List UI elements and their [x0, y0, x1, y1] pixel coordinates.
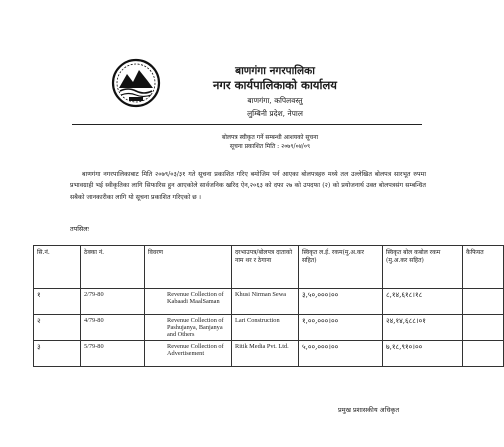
- notice-title: बोलपत्र स्वीकृत गर्ने सम्बन्धी आशयको सूचना: [221, 134, 319, 141]
- cell-bid-amount: ८,१४,६१८।१८: [383, 289, 463, 315]
- table-row: [34, 341, 504, 367]
- cell-contract-no: 2/79-80: [81, 289, 145, 315]
- municipality-emblem-logo: [111, 58, 161, 108]
- cell-estimate: ३,५०,०००।००: [299, 289, 383, 315]
- cell-contract-no: 4/79-80: [81, 315, 145, 341]
- table-row: [34, 289, 504, 315]
- cell-remarks: [463, 289, 504, 315]
- province-name: लुम्बिनी प्रदेश, नेपाल: [247, 109, 303, 118]
- annex-label: तपसिलः: [70, 225, 89, 233]
- cell-bid-amount: ७,१८,९१०।००: [383, 341, 463, 367]
- header-contract-no: ठेक्का नं.: [81, 246, 145, 289]
- header-remarks: कैफियत: [463, 246, 504, 289]
- municipality-name: बाणगंगा नगरपालिका: [235, 65, 315, 77]
- cell-estimate: १,००,०००।००: [299, 315, 383, 341]
- cell-bidder: Lari Construction: [232, 315, 299, 341]
- header-estimate: स्विकृत ल.ई. रकम(मु.अ.कर सहित): [299, 246, 383, 289]
- office-name: नगर कार्यपालिकाको कार्यालय: [213, 78, 337, 92]
- cell-remarks: [463, 315, 504, 341]
- header-description: विवरण: [145, 246, 232, 289]
- signature-title: प्रमुख प्रशासकीय अधिकृत: [338, 406, 400, 414]
- cell-bid-amount: २४,१४,६८८।०१: [383, 315, 463, 341]
- header-bidder: दरभाउपत्र/बोलपत्र दाताको नाम थर र ठेगाना: [232, 246, 299, 289]
- cell-estimate: ५,००,०००।००: [299, 341, 383, 367]
- office-address: बाणगंगा, कपिलवस्तु: [247, 96, 303, 105]
- cell-serial: १: [34, 289, 81, 315]
- notice-date: सूचना प्रकाशित मिति : २०७९/०४/०९: [229, 143, 311, 150]
- cell-bidder: Ritik Media Pvt. Ltd.: [232, 341, 299, 367]
- table-header-row: [34, 246, 504, 289]
- cell-serial: २: [34, 315, 81, 341]
- header-divider: [72, 124, 422, 125]
- table-row: [34, 315, 504, 341]
- cell-remarks: [463, 341, 504, 367]
- cell-description: Revenue Collection of Advertisement: [145, 341, 232, 367]
- header-bid-amount: स्विकृत बोल कबोल रकम (मु.अ.कर सहित): [383, 246, 463, 289]
- cell-serial: ३: [34, 341, 81, 367]
- cell-description: Revenue Collection of Pashujanya, Banjanya and Others: [145, 315, 232, 341]
- notice-body: बाणगंगा नगरपालिकाबाट मिति २०७९/०३/३१ गते सूचना प्रकाशित गरिए बमोजिम पर्न आएका बोलपत्रहरु मध्ये तल उल्लेखित बोलपत्र सारभूत रुपमा प्रभावग्राही भई स्वीकृतिका लागि सिफारिस हुन आएकोले सार्वजनिक खरिद ऐन,२०६३ को दफा २७ को उपदफा (२) को प्रयोजनार्थ उक्त बोलपत्रसंग सम्बन्धित सबैको जानकारीका लागि यो सूचना प्रकाशित गरिएको छ ।: [70, 171, 426, 201]
- contract-table: [33, 245, 504, 367]
- cell-contract-no: 5/79-80: [81, 341, 145, 367]
- header-serial: सि.नं.: [34, 246, 81, 289]
- cell-bidder: Khusi Nirman Sewa: [232, 289, 299, 315]
- cell-description: Revenue Collection of Kabaadi MaalSaman: [145, 289, 232, 315]
